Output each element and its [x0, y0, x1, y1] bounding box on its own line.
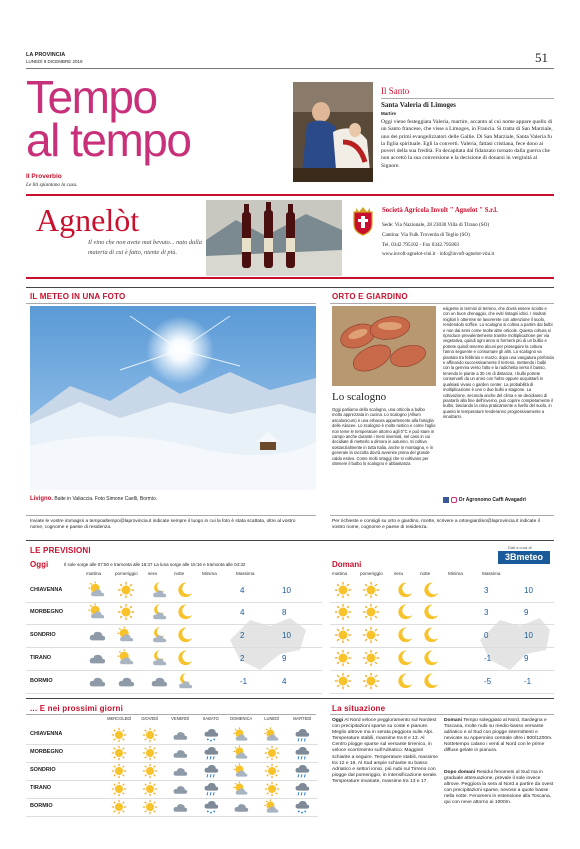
orto-text-col2: esigente in termini di terreno, che dovrà essere sciolto e con un buon drenaggio, che eviti ristagni idrici. I risultati migliori li otterrete se lavorerete con attenzione il suolo, rendendolo soffice. Lo scalogno si coltiva a partire dai bulbi e non dai semi come molte altre orticole. Questa coltura si riproduce prevalentemente tramite moltiplicazione per via vegetativa, quindi ogni anno si formerà più di un bulbo e potrete quindi tenerne alcuni per proseguire la coltura l'anno seguente e consumare gli altri. Lo scalogno va piantato tra febbraio e marzo, dopo una vangatura profonda e affinando successivamente il terreno, mettendo i bulbi con la gemma verso l'alto e la radichetta verso il basso, tenendo le piante a 30 cm di distanza. I bulbi potrete conservarli da un anno con l'altro oppure acquistarli in qualsiasi vivaio o garden center. La probabilità di moltiplicazione è uno o due bulbi a stagione. La coltivazione, seconda anche del clima e se decidiamo di piantarlo alla fine dell'inverno, può coprire completamente il bulbo, lasciando la cima praticamente a livello del suolo, in quanto le temperature tenderanno progressivamente a innalzarsi.: [443, 306, 554, 420]
moon-cloud-icon: [150, 649, 168, 667]
oggi-max-temp: 10: [282, 586, 291, 595]
oggi-col-header: pomeriggio: [115, 571, 138, 576]
domani-max-temp: 9: [524, 608, 529, 617]
sun-icon: [111, 799, 127, 815]
livigno-photo: [30, 306, 316, 490]
domani-col-header: mattina: [332, 571, 348, 576]
livigno-caption: [30, 496, 157, 502]
snow-icon: [203, 799, 219, 815]
logo-caption: Dati a cura di: [508, 545, 532, 550]
situazione-domani: [444, 718, 554, 755]
coat-of-arms-icon: [352, 206, 374, 241]
prossimi-day-header: DOMENICA: [230, 716, 253, 721]
paper-name: LA PROVINCIA: [26, 52, 66, 58]
sun-icon: [117, 581, 135, 599]
oggi-min-temp: -1: [240, 677, 248, 686]
rain-icon: [294, 763, 310, 779]
prossimi-day-header: MERCOLEDÌ: [107, 716, 132, 721]
prossimi-day-header: LUNEDÌ: [264, 716, 280, 721]
sun-moon-info: Il sole sorge alle 07:50 e tramonta alle 16:37 La luna sorge alle 15:16 e tramonta alle 04:32: [64, 562, 246, 567]
caption-text: Baite in Valiaccia. Foto Simone Caelli, Bormio.: [54, 496, 158, 502]
sun-icon: [142, 781, 158, 797]
domani-col-header: Massima: [482, 571, 501, 576]
prossimi-city: CHIAVENNA: [30, 731, 63, 737]
cloud-icon: [88, 672, 106, 690]
partly-cloudy-icon: [233, 727, 249, 743]
page-title-line2: al tempo: [26, 114, 191, 166]
moon-icon: [176, 649, 194, 667]
rain-icon: [294, 781, 310, 797]
moon-icon: [396, 603, 414, 621]
moon-cloud-icon: [176, 672, 194, 690]
oggi-col-header: Massima: [236, 571, 255, 576]
orto-text-col1: Oggi parliamo dello scalogno, una orticola a bulbo molto apprezzata in cucina. Lo scalogno (Allium ascalonicum) è una erbacea appartenente alla famiglia delle Aliacee. Lo scalogno è molto rustico e come l'aglio non teme le temperature attorno agli 0°C e può stare in campo anche durante i mesi invernali, nel caso in cui decidiate di metterlo a dimora in autunno. Si coltiva sostanzialmente in tutta Italia, anche in montagna, e in generale la raccolta dovrà avvenire prima del grande caldo estivo. Come molti ortaggi che si coltivano per ottenere il bulbo lo scalogno è abbastanza: [332, 407, 436, 467]
prossimi-city: TIRANO: [30, 785, 52, 791]
santo-role: Martire: [381, 111, 397, 116]
prossimi-city: SONDRIO: [30, 767, 56, 773]
sun-icon: [334, 649, 352, 667]
cloud-icon: [233, 799, 249, 815]
author-name: Dr Agronomo Caffi Avagadri: [459, 497, 526, 503]
meteo-foto-invite: Inviate le vostre immagini a tempoaltempo@laprovincia.it indicate sempre il luogo in cui la foto è stata scattata, oltre al vostro nome, cognome e paese di residenza.: [30, 519, 296, 531]
sun-icon: [264, 745, 280, 761]
situazione-oggi: [332, 718, 438, 785]
partly-cloudy-icon: [88, 603, 106, 621]
ad-line-4[interactable]: www.invoft-agnelot-vini.it · info@invoft-agnelot-vini.it: [382, 252, 495, 257]
sun-icon: [111, 745, 127, 761]
oggi-col-header: notte: [174, 571, 185, 576]
moon-icon: [422, 603, 440, 621]
sun-icon: [362, 649, 380, 667]
rain-icon: [203, 763, 219, 779]
santo-painting: [293, 82, 373, 182]
sun-icon: [334, 581, 352, 599]
ad-brand: Agnelòt: [36, 202, 140, 238]
situazione-dopo-label: Dopo domani: [444, 770, 476, 775]
sun-icon: [264, 763, 280, 779]
partly-cloudy-icon: [264, 799, 280, 815]
cloud-icon: [172, 781, 188, 797]
snow-icon: [203, 727, 219, 743]
situazione-oggi-label: Oggi: [332, 718, 344, 723]
moon-icon: [176, 626, 194, 644]
sun-icon: [117, 603, 135, 621]
3bmeteo-logo: 3Bmeteo: [498, 551, 550, 564]
sun-icon: [264, 781, 280, 797]
domani-min-temp: 3: [484, 586, 489, 595]
cloud-icon: [172, 745, 188, 761]
sun-icon: [362, 626, 380, 644]
moon-icon: [176, 581, 194, 599]
moon-cloud-icon: [150, 603, 168, 621]
prossimi-day-header: GIOVEDÌ: [141, 716, 159, 721]
wine-bottles-image: [206, 200, 342, 276]
snow-icon: [294, 799, 310, 815]
cloud-icon: [172, 727, 188, 743]
sun-icon: [142, 763, 158, 779]
prossimi-day-header: MARTEDÌ: [293, 716, 312, 721]
agnelot-ad[interactable]: [26, 194, 554, 279]
page-number: 51: [535, 50, 548, 65]
prossimi-city: BORMIO: [30, 803, 53, 809]
partly-cloudy-icon: [233, 763, 249, 779]
santo-name: Santa Valeria di Limoges: [381, 101, 456, 109]
domani-map: [470, 580, 554, 690]
domani-min-temp: -5: [484, 677, 492, 686]
sun-icon: [142, 745, 158, 761]
partly-cloudy-icon: [233, 745, 249, 761]
santo-section: Il Santo: [381, 86, 410, 96]
oggi-city: TIRANO: [30, 655, 52, 661]
domani-max-temp: 9: [524, 654, 529, 663]
oggi-min-temp: 2: [240, 631, 245, 640]
instagram-icon[interactable]: [451, 497, 457, 503]
oggi-header-row: [86, 571, 326, 579]
oggi-col-header: Minima: [202, 571, 217, 576]
moon-icon: [422, 649, 440, 667]
oggi-max-temp: 4: [282, 677, 287, 686]
domani-min-temp: 0: [484, 631, 489, 640]
cloud-icon: [88, 626, 106, 644]
sun-icon: [142, 727, 158, 743]
domani-max-temp: 10: [524, 586, 533, 595]
moon-icon: [422, 581, 440, 599]
ad-line-1: Sede: Via Nazionale, 28 23030 Villa di Tirano (SO): [382, 222, 490, 228]
oggi-max-temp: 9: [282, 654, 287, 663]
oggi-city: CHIAVENNA: [30, 587, 63, 593]
oggi-max-temp: 10: [282, 631, 291, 640]
domani-col-header: pomeriggio: [360, 571, 383, 576]
moon-icon: [396, 649, 414, 667]
situazione-dopo-text: Residui fenomeni al Sud ma in graduale attenuazione, prevale il sole invece altrove. Peggiora la sera al Nord a partire da ovest con precipitazioni sparse, nevose a quote basse nella notte. Fenomeni in estensione alla Toscana, qui con neve attorno ai 1000m.: [444, 770, 554, 806]
sun-icon: [362, 581, 380, 599]
oggi-city: BORMIO: [30, 678, 53, 684]
orto-section: ORTO E GIARDINO: [332, 292, 408, 301]
sun-icon: [111, 763, 127, 779]
proverbio-text: Le liti spiantano la casa.: [26, 182, 78, 188]
orto-invite: Per richieste e consigli su orto e giardino, ricette, scrivere a ortoegiardino@laprovincia.it indicate il vostro nome, cognome e paese di residenza.: [332, 519, 540, 531]
ad-line-3: Tel. 0342.795102 - Fax 0342.795803: [382, 242, 460, 248]
situazione-domani-label: Domani: [444, 718, 462, 723]
domani-min-temp: 3: [484, 608, 489, 617]
cloud-icon: [150, 672, 168, 690]
prossimi-city: MORBEGNO: [30, 749, 63, 755]
moon-icon: [396, 626, 414, 644]
sun-icon: [362, 672, 380, 690]
moon-icon: [396, 581, 414, 599]
partly-cloudy-icon: [264, 727, 280, 743]
sun-icon: [334, 626, 352, 644]
sun-icon: [111, 727, 127, 743]
situazione-oggi-text: Al Nord veloce peggioramento sul Nordest con precipitazioni sparse su coste e pianure. Meglio altrove ma in serata peggiora sulle Alpi. Temperature stabili, massime tra 8 e 13. Al Centro piogge sparse sul versante tirrenico, in veloce scorrimento sull'Adriatico. Maggiori schiarite a seguire. Temperature stabili, massime tra 12 e 16. Al Sud ampie schiarite su basso Adriatico e settori ionici, più nubi sul Tirreno con piogge dal pomeriggio, in intensificazione serale. Temperature invariate, massime tra 13 e 17.: [332, 718, 438, 784]
ad-company: Società Agricola Involt " Agnelot " S.r.l.: [382, 207, 498, 214]
domani-col-header: notte: [420, 571, 431, 576]
oggi-map: [210, 580, 320, 690]
partly-cloudy-icon: [117, 649, 135, 667]
domani-col-header: Minima: [448, 571, 463, 576]
sun-icon: [142, 799, 158, 815]
domani-max-temp: 10: [524, 631, 533, 640]
cloud-icon: [117, 672, 135, 690]
shallots-photo: [332, 306, 436, 386]
rain-icon: [203, 781, 219, 797]
oggi-col-header: sera: [148, 571, 157, 576]
issue-date: LUNEDÌ 9 DICEMBRE 2019: [26, 59, 83, 64]
sun-icon: [334, 672, 352, 690]
sun-icon: [362, 603, 380, 621]
domani-header-row: [332, 571, 554, 579]
rain-icon: [203, 745, 219, 761]
sun-icon: [111, 781, 127, 797]
partly-cloudy-icon: [233, 781, 249, 797]
moon-cloud-icon: [150, 581, 168, 599]
domani-label: Domani: [332, 560, 362, 569]
oggi-label: Oggi: [30, 560, 49, 569]
meteo-foto-section: IL METEO IN UNA FOTO: [30, 292, 126, 301]
oggi-min-temp: 2: [240, 654, 245, 663]
moon-icon: [422, 672, 440, 690]
moon-cloud-icon: [150, 626, 168, 644]
prossimi-day-header: VENERDÌ: [171, 716, 190, 721]
prossimi-day-header: SABATO: [202, 716, 219, 721]
ad-line-2: Cantina: Via Fulk Troverda di Teglio (SO): [382, 232, 470, 238]
santo-text: Oggi viene festeggiata Valeria, martire, accanto al cui nome appare quello di un Santo francese, che visse a Limoges, in Francia. Si tratta di San Marziale, uno dei primi evangelizzatori delle Gallie. Di San Marziale, Santa Valeria fu la figlia spirituale. Egli la convertì. Valeria, fattasi cristiana, fece dono ai poveri della sua fredità. Fu decapitata dal fidanzato tornato dalla guerra che non accettò la sua conversione e la decisione di donarsi in verginità al Signore.: [381, 119, 553, 169]
oggi-min-temp: 4: [240, 608, 245, 617]
situazione-section: La situazione: [332, 704, 386, 713]
domani-max-temp: -1: [524, 677, 532, 686]
ad-slogan: Il vino che non avete mai bevuto... nato dalla materia di cui è fatto, niente di più.: [88, 239, 202, 256]
facebook-icon[interactable]: [443, 497, 449, 503]
previsioni-section: LE PREVISIONI: [30, 546, 91, 555]
rain-icon: [294, 745, 310, 761]
domani-col-header: sera: [394, 571, 403, 576]
cloud-icon: [88, 649, 106, 667]
domani-min-temp: -1: [484, 654, 492, 663]
moon-icon: [396, 672, 414, 690]
situazione-dopo: [444, 770, 554, 807]
page-title-line1: Tempo: [26, 71, 157, 123]
oggi-city: MORBEGNO: [30, 609, 63, 615]
oggi-min-temp: 4: [240, 586, 245, 595]
cloud-icon: [172, 763, 188, 779]
oggi-max-temp: 8: [282, 608, 287, 617]
sun-icon: [334, 603, 352, 621]
cloud-icon: [172, 799, 188, 815]
oggi-city: SONDRIO: [30, 632, 56, 638]
proverbio-label: Il Proverbio: [26, 173, 62, 180]
oggi-col-header: mattina: [86, 571, 102, 576]
moon-icon: [422, 626, 440, 644]
partly-cloudy-icon: [88, 581, 106, 599]
caption-place: Livigno.: [30, 496, 53, 502]
orto-author: [443, 497, 526, 503]
moon-icon: [176, 603, 194, 621]
partly-cloudy-icon: [117, 626, 135, 644]
prossimi-section: ... E nei prossimi giorni: [30, 704, 124, 713]
rain-icon: [294, 727, 310, 743]
situazione-domani-text: Tempo soleggiato al Nord, Sardegna e Toscana, molte nubi su medio-basso versante adriatico e al Sud con piogge intermittenti e nevicate su Appennino centrale oltre i 900/1200m. Nottetempo calano i venti al Nord con le prime diffuse gelate in pianura.: [444, 718, 553, 754]
prossimi-days-row: [104, 716, 318, 724]
orto-heading: Lo scalogno: [332, 391, 387, 403]
